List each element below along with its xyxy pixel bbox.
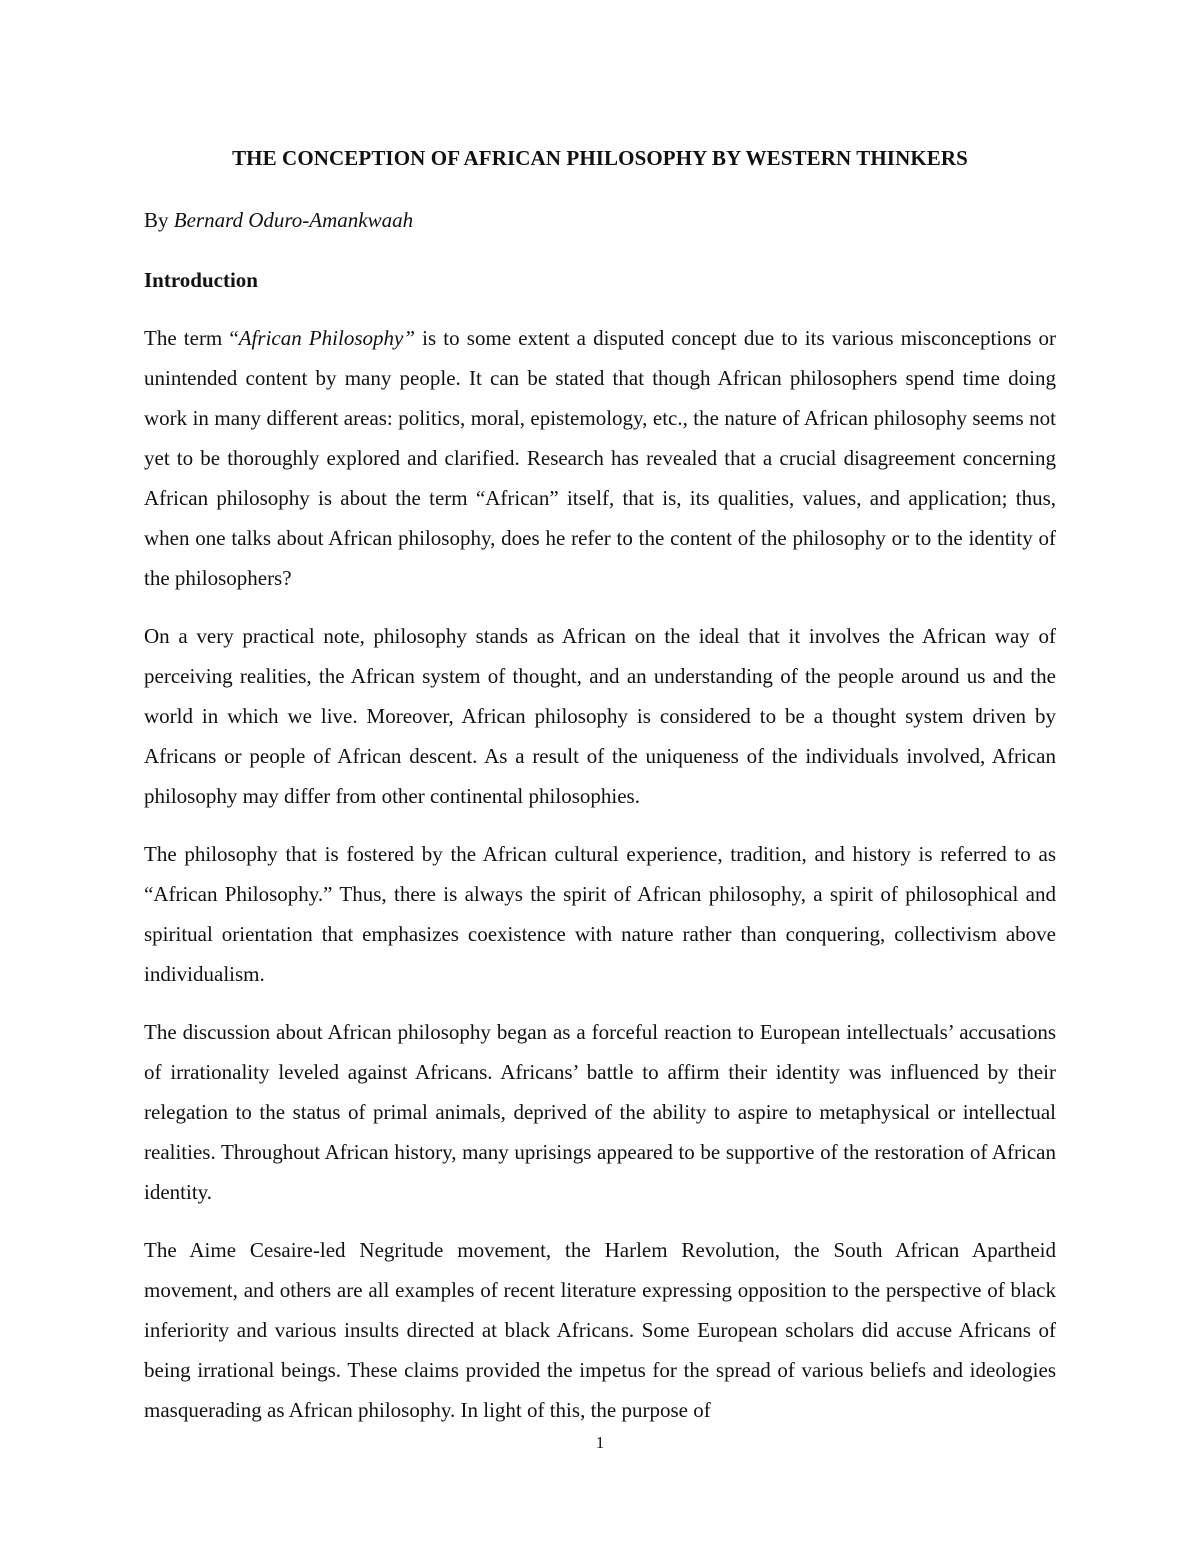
document-title: THE CONCEPTION OF AFRICAN PHILOSOPHY BY WESTERN THINKERS [232,146,968,170]
section-heading: Introduction [144,268,258,292]
paragraph-1-term: African Philosophy” [238,326,416,350]
byline-prefix: By [144,208,174,232]
paragraph-5: The Aime Cesaire-led Negritude movement, the Harlem Revolution, the South African Apartheid movement, and others are all examples of recent literature expressing opposition to the perspective of black inferiority and various insults directed at black Africans. Some European scholars did accuse Africans of being irrational beings. These claims provided the impetus for the spread of various beliefs and ideologies masquerading as African philosophy. In light of this, the purpose of [144,1238,1056,1422]
paragraph-3: The philosophy that is fostered by the African cultural experience, tradition, and history is referred to as “African Philosophy.” Thus, there is always the spirit of African philosophy, a spirit of philosophical and spiritual orientation that emphasizes coexistence with nature rather than conquering, collectivism above individualism. [144,842,1056,986]
paragraph-1-lead: The term “ [144,326,239,350]
paragraph-1 [144,318,1056,598]
paragraph-1-rest: is to some extent a disputed concept due to its various misconceptions or unintended content by many people. It can be stated that though African philosophers spend time doing work in many different areas: politics, moral, epistemology, etc., the nature of African philosophy seems not yet to be thoroughly explored and clarified. Research has revealed that a crucial disagreement concerning African philosophy is about the term “African” itself, that is, its qualities, values, and application; thus, when one talks about African philosophy, does he refer to the content of the philosophy or to the identity of the philosophers? [144,326,1056,590]
byline [144,200,1056,240]
author-name: Bernard Oduro-Amankwaah [173,208,414,232]
paragraph-4: The discussion about African philosophy began as a forceful reaction to European intellectuals’ accusations of irrationality leveled against Africans. Africans’ battle to affirm their identity was influenced by their relegation to the status of primal animals, deprived of the ability to aspire to metaphysical or intellectual realities. Throughout African history, many uprisings appeared to be supportive of the restoration of African identity. [144,1020,1056,1204]
paragraph-2: On a very practical note, philosophy stands as African on the ideal that it involves the African way of perceiving realities, the African system of thought, and an understanding of the people around us and the world in which we live. Moreover, African philosophy is considered to be a thought system driven by Africans or people of African descent. As a result of the uniqueness of the individuals involved, African philosophy may differ from other continental philosophies. [144,624,1056,808]
page-number: 1 [595,1433,605,1452]
